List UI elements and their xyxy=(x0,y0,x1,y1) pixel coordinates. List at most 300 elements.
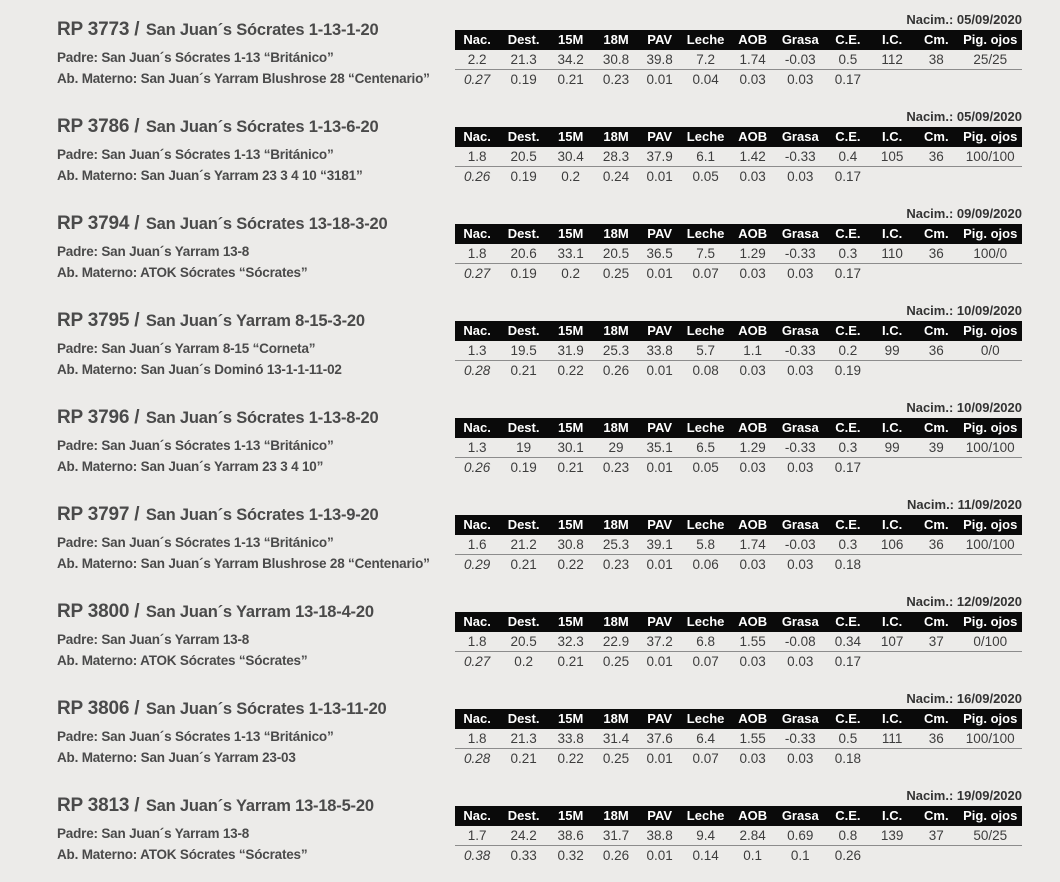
epd-column-header: Cm. xyxy=(914,709,958,729)
epd-accuracy-cell xyxy=(914,264,958,284)
epd-accuracy-cell: 0.19 xyxy=(510,169,537,184)
epd-accuracy-cell: 0.2 xyxy=(514,654,533,669)
epd-accuracy-cell xyxy=(958,846,1022,866)
epd-column-header: Nac. xyxy=(455,127,499,147)
record-rp-number: RP 3800 / xyxy=(57,601,140,622)
maternal-grandsire-line: Ab. Materno: ATOK Sócrates “Sócrates” xyxy=(57,847,308,862)
epd-accuracy-cell: 0.17 xyxy=(834,266,862,281)
epd-value-cell: 0.3 xyxy=(826,438,870,458)
epd-value-cell: 100/100 xyxy=(958,438,1022,458)
epd-accuracy-cell: 0.25 xyxy=(602,266,630,281)
maternal-grandsire-line: Ab. Materno: San Juan´s Dominó 13-1-1-11-02 xyxy=(57,362,342,377)
epd-value-cell: 105 xyxy=(870,147,914,167)
epd-accuracy-cell: 0.03 xyxy=(739,266,766,281)
epd-value-cell: 31.7 xyxy=(593,826,638,846)
epd-accuracy-cell xyxy=(870,555,914,575)
epd-column-header: Pig. ojos xyxy=(958,224,1022,244)
epd-column-header: Nac. xyxy=(455,418,499,438)
epd-value-cell: 36 xyxy=(914,729,958,749)
epd-value-cell: -0.03 xyxy=(775,50,826,70)
epd-accuracy-cell: 0.01 xyxy=(646,557,673,572)
epd-table xyxy=(455,321,1022,380)
epd-table-block xyxy=(455,691,1022,768)
epd-column-header: 15M xyxy=(548,418,593,438)
epd-column-header: Grasa xyxy=(775,709,826,729)
epd-value-cell: 112 xyxy=(870,50,914,70)
epd-value-cell: 99 xyxy=(870,341,914,361)
epd-column-header: C.E. xyxy=(826,418,870,438)
epd-accuracy-cell: 0.21 xyxy=(557,654,584,669)
epd-column-header: Dest. xyxy=(499,806,548,826)
epd-values-row xyxy=(455,535,1022,555)
epd-column-header: AOB xyxy=(731,224,775,244)
epd-value-cell: 22.9 xyxy=(593,632,638,652)
epd-table xyxy=(455,806,1022,865)
epd-column-header: AOB xyxy=(731,515,775,535)
epd-table-block xyxy=(455,400,1022,477)
record-animal-name: San Juan´s Sócrates 1-13-9-20 xyxy=(145,506,379,524)
epd-column-header: AOB xyxy=(731,127,775,147)
epd-accuracy-row xyxy=(455,361,1022,381)
epd-accuracy-cell xyxy=(914,749,958,769)
epd-value-cell: 0.4 xyxy=(826,147,870,167)
epd-value-cell: 21.2 xyxy=(499,535,548,555)
epd-table-block xyxy=(455,497,1022,574)
epd-column-header: Dest. xyxy=(499,418,548,438)
epd-value-cell: 100/100 xyxy=(958,729,1022,749)
epd-column-header: Dest. xyxy=(499,515,548,535)
epd-accuracy-cell xyxy=(914,361,958,381)
epd-value-cell: 30.4 xyxy=(548,147,593,167)
epd-table xyxy=(455,709,1022,768)
epd-value-cell: 36 xyxy=(914,341,958,361)
epd-accuracy-cell: 0.05 xyxy=(692,460,719,475)
epd-accuracy-cell: 0.03 xyxy=(787,557,814,572)
epd-column-header: Pig. ojos xyxy=(958,612,1022,632)
epd-value-cell: 19.5 xyxy=(499,341,548,361)
epd-accuracy-cell xyxy=(870,846,914,866)
sire-line: Padre: San Juan´s Sócrates 1-13 “Británico” xyxy=(57,729,334,744)
epd-column-header: AOB xyxy=(731,321,775,341)
epd-value-cell: 36 xyxy=(914,244,958,264)
epd-value-cell: 1.6 xyxy=(455,535,499,555)
epd-accuracy-cell: 0.03 xyxy=(787,169,814,184)
epd-column-header: Pig. ojos xyxy=(958,321,1022,341)
sire-line: Padre: San Juan´s Sócrates 1-13 “Británico” xyxy=(57,535,334,550)
epd-value-cell: 1.3 xyxy=(455,438,499,458)
epd-accuracy-cell: 0.19 xyxy=(510,72,537,87)
epd-column-header: Pig. ojos xyxy=(958,709,1022,729)
epd-value-cell: 0.34 xyxy=(826,632,870,652)
epd-accuracy-cell xyxy=(914,652,958,672)
record-title xyxy=(57,402,378,430)
epd-accuracy-cell xyxy=(914,70,958,90)
epd-value-cell: 39.8 xyxy=(639,50,681,70)
epd-accuracy-cell: 0.07 xyxy=(692,266,719,281)
birthdate-value: 09/09/2020 xyxy=(956,206,1022,221)
animal-record xyxy=(0,587,1060,684)
birthdate xyxy=(455,206,1022,221)
epd-column-header: PAV xyxy=(639,127,681,147)
epd-values-row xyxy=(455,729,1022,749)
epd-column-header: 15M xyxy=(548,30,593,50)
maternal-grandsire-line: Ab. Materno: San Juan´s Yarram Blushrose 28 “Centenario” xyxy=(57,71,430,86)
epd-column-header: PAV xyxy=(639,321,681,341)
epd-value-cell: 100/0 xyxy=(958,244,1022,264)
epd-column-header: Grasa xyxy=(775,612,826,632)
epd-header-row xyxy=(455,515,1022,535)
epd-accuracy-cell xyxy=(958,70,1022,90)
epd-values-row xyxy=(455,826,1022,846)
epd-value-cell: 1.55 xyxy=(731,729,775,749)
epd-column-header: Grasa xyxy=(775,418,826,438)
animal-record xyxy=(0,199,1060,296)
epd-column-header: 18M xyxy=(593,30,638,50)
epd-column-header: Leche xyxy=(681,418,731,438)
epd-value-cell: 25/25 xyxy=(958,50,1022,70)
epd-column-header: Nac. xyxy=(455,709,499,729)
epd-column-header: 18M xyxy=(593,515,638,535)
epd-accuracy-cell xyxy=(914,846,958,866)
epd-value-cell: 31.9 xyxy=(548,341,593,361)
epd-accuracy-row xyxy=(455,264,1022,284)
record-rp-number: RP 3813 / xyxy=(57,795,140,816)
animal-record xyxy=(0,5,1060,102)
epd-value-cell: 100/100 xyxy=(958,147,1022,167)
birthdate-label: Nacim.: xyxy=(907,497,955,512)
epd-accuracy-cell: 0.26 xyxy=(602,363,630,378)
epd-value-cell: 110 xyxy=(870,244,914,264)
epd-column-header: I.C. xyxy=(870,321,914,341)
epd-column-header: I.C. xyxy=(870,224,914,244)
epd-value-cell: 38.6 xyxy=(548,826,593,846)
record-rp-number: RP 3796 / xyxy=(57,407,140,428)
epd-column-header: Grasa xyxy=(775,321,826,341)
epd-accuracy-cell: 0.33 xyxy=(510,848,537,863)
maternal-grandsire-line: Ab. Materno: San Juan´s Yarram Blushrose 28 “Centenario” xyxy=(57,556,430,571)
epd-value-cell: 0.2 xyxy=(826,341,870,361)
epd-value-cell: 1.74 xyxy=(731,535,775,555)
birthdate xyxy=(455,109,1022,124)
epd-column-header: 15M xyxy=(548,709,593,729)
record-rp-number: RP 3795 / xyxy=(57,310,140,331)
epd-column-header: C.E. xyxy=(826,612,870,632)
epd-value-cell: 1.7 xyxy=(455,826,499,846)
epd-value-cell: 1.29 xyxy=(731,438,775,458)
epd-column-header: C.E. xyxy=(826,30,870,50)
epd-column-header: 18M xyxy=(593,321,638,341)
epd-accuracy-cell: 0.25 xyxy=(602,751,630,766)
epd-value-cell: 36.5 xyxy=(639,244,681,264)
animal-record xyxy=(0,684,1060,781)
epd-column-header: I.C. xyxy=(870,30,914,50)
epd-column-header: Nac. xyxy=(455,321,499,341)
epd-accuracy-cell xyxy=(958,652,1022,672)
epd-accuracy-cell: 0.25 xyxy=(602,654,630,669)
epd-value-cell: 5.8 xyxy=(681,535,731,555)
epd-accuracy-cell xyxy=(870,749,914,769)
epd-accuracy-cell: 0.38 xyxy=(463,848,491,863)
record-animal-name: San Juan´s Yarram 13-18-4-20 xyxy=(145,603,374,621)
epd-accuracy-cell: 0.21 xyxy=(557,460,584,475)
epd-value-cell: 0.5 xyxy=(826,729,870,749)
epd-value-cell: 20.5 xyxy=(593,244,638,264)
maternal-grandsire-line: Ab. Materno: San Juan´s Yarram 23 3 4 10 “3181” xyxy=(57,168,363,183)
birthdate-value: 10/09/2020 xyxy=(956,303,1022,318)
epd-accuracy-cell xyxy=(958,555,1022,575)
record-rp-number: RP 3794 / xyxy=(57,213,140,234)
epd-accuracy-cell: 0.01 xyxy=(646,460,673,475)
epd-column-header: Leche xyxy=(681,321,731,341)
epd-accuracy-cell: 0.01 xyxy=(646,363,673,378)
epd-value-cell: -0.33 xyxy=(775,341,826,361)
epd-accuracy-cell: 0.03 xyxy=(739,363,766,378)
epd-column-header: 15M xyxy=(548,224,593,244)
epd-accuracy-cell: 0.05 xyxy=(692,169,719,184)
epd-values-row xyxy=(455,50,1022,70)
epd-column-header: Grasa xyxy=(775,515,826,535)
epd-accuracy-cell: 0.18 xyxy=(834,557,862,572)
epd-column-header: Nac. xyxy=(455,806,499,826)
epd-accuracy-row xyxy=(455,458,1022,478)
epd-accuracy-cell: 0.03 xyxy=(739,751,766,766)
epd-value-cell: 106 xyxy=(870,535,914,555)
epd-accuracy-cell: 0.26 xyxy=(463,460,491,475)
epd-accuracy-row xyxy=(455,167,1022,187)
epd-column-header: PAV xyxy=(639,30,681,50)
epd-accuracy-row xyxy=(455,555,1022,575)
epd-table xyxy=(455,418,1022,477)
epd-value-cell: 1.8 xyxy=(455,244,499,264)
epd-values-row xyxy=(455,632,1022,652)
epd-value-cell: 99 xyxy=(870,438,914,458)
epd-accuracy-cell: 0.27 xyxy=(463,266,491,281)
epd-value-cell: 30.8 xyxy=(593,50,638,70)
epd-header-row xyxy=(455,127,1022,147)
epd-value-cell: 33.8 xyxy=(639,341,681,361)
epd-column-header: Dest. xyxy=(499,612,548,632)
birthdate xyxy=(455,497,1022,512)
epd-column-header: PAV xyxy=(639,515,681,535)
epd-values-row xyxy=(455,147,1022,167)
epd-value-cell: 39.1 xyxy=(639,535,681,555)
record-animal-name: San Juan´s Sócrates 1-13-6-20 xyxy=(145,118,379,136)
epd-value-cell: 36 xyxy=(914,535,958,555)
record-title xyxy=(57,693,387,721)
epd-column-header: AOB xyxy=(731,30,775,50)
record-title xyxy=(57,790,374,818)
epd-value-cell: 50/25 xyxy=(958,826,1022,846)
maternal-grandsire-line: Ab. Materno: San Juan´s Yarram 23-03 xyxy=(57,750,296,765)
epd-accuracy-row xyxy=(455,652,1022,672)
epd-table xyxy=(455,612,1022,671)
epd-value-cell: -0.33 xyxy=(775,729,826,749)
epd-accuracy-cell: 0.03 xyxy=(787,72,814,87)
epd-column-header: PAV xyxy=(639,806,681,826)
epd-header-row xyxy=(455,709,1022,729)
epd-value-cell: -0.33 xyxy=(775,244,826,264)
epd-value-cell: 0.8 xyxy=(826,826,870,846)
epd-accuracy-cell: 0.01 xyxy=(646,169,673,184)
epd-accuracy-cell xyxy=(870,70,914,90)
epd-accuracy-cell: 0.03 xyxy=(787,266,814,281)
epd-value-cell: -0.03 xyxy=(775,535,826,555)
epd-accuracy-cell: 0.07 xyxy=(692,654,719,669)
epd-accuracy-cell xyxy=(870,652,914,672)
epd-accuracy-cell xyxy=(958,749,1022,769)
epd-value-cell: 21.3 xyxy=(499,50,548,70)
epd-values-row xyxy=(455,438,1022,458)
epd-value-cell: 24.2 xyxy=(499,826,548,846)
epd-column-header: Pig. ojos xyxy=(958,515,1022,535)
epd-column-header: Cm. xyxy=(914,30,958,50)
epd-column-header: Grasa xyxy=(775,127,826,147)
epd-accuracy-cell xyxy=(870,361,914,381)
epd-value-cell: 1.8 xyxy=(455,729,499,749)
animal-record xyxy=(0,781,1060,878)
epd-value-cell: 37.6 xyxy=(639,729,681,749)
epd-value-cell: 139 xyxy=(870,826,914,846)
epd-accuracy-cell xyxy=(958,167,1022,187)
epd-accuracy-cell: 0.22 xyxy=(557,557,584,572)
epd-accuracy-cell: 0.03 xyxy=(787,751,814,766)
epd-value-cell: 111 xyxy=(870,729,914,749)
epd-accuracy-cell: 0.03 xyxy=(739,72,766,87)
epd-column-header: AOB xyxy=(731,709,775,729)
epd-accuracy-cell: 0.01 xyxy=(646,848,673,863)
epd-column-header: 18M xyxy=(593,806,638,826)
epd-column-header: 18M xyxy=(593,224,638,244)
sire-line: Padre: San Juan´s Sócrates 1-13 “Británico” xyxy=(57,147,334,162)
epd-accuracy-cell: 0.26 xyxy=(463,169,491,184)
epd-accuracy-cell: 0.1 xyxy=(790,848,810,863)
epd-value-cell: 34.2 xyxy=(548,50,593,70)
birthdate-label: Nacim.: xyxy=(906,303,954,318)
epd-accuracy-cell: 0.21 xyxy=(557,72,584,87)
epd-column-header: Grasa xyxy=(775,806,826,826)
epd-accuracy-cell xyxy=(870,167,914,187)
birthdate-label: Nacim.: xyxy=(906,691,954,706)
epd-table-block xyxy=(455,303,1022,380)
epd-column-header: Leche xyxy=(681,806,731,826)
epd-accuracy-cell: 0.03 xyxy=(787,654,814,669)
epd-accuracy-cell xyxy=(914,555,958,575)
epd-accuracy-cell: 0.21 xyxy=(510,557,537,572)
epd-value-cell: 28.3 xyxy=(593,147,638,167)
animal-record xyxy=(0,296,1060,393)
epd-column-header: C.E. xyxy=(826,709,870,729)
epd-accuracy-cell: 0.19 xyxy=(510,266,537,281)
epd-accuracy-cell: 0.01 xyxy=(646,72,673,87)
epd-value-cell: 0.69 xyxy=(775,826,826,846)
epd-value-cell: 37.9 xyxy=(639,147,681,167)
epd-column-header: 15M xyxy=(548,321,593,341)
record-rp-number: RP 3806 / xyxy=(57,698,140,719)
record-title xyxy=(57,14,378,42)
epd-value-cell: 6.4 xyxy=(681,729,731,749)
epd-value-cell: 21.3 xyxy=(499,729,548,749)
epd-header-row xyxy=(455,30,1022,50)
epd-header-row xyxy=(455,321,1022,341)
epd-accuracy-cell xyxy=(958,458,1022,478)
maternal-grandsire-line: Ab. Materno: ATOK Sócrates “Sócrates” xyxy=(57,653,308,668)
epd-accuracy-cell: 0.03 xyxy=(739,169,766,184)
epd-value-cell: 35.1 xyxy=(639,438,681,458)
epd-accuracy-cell: 0.01 xyxy=(646,654,673,669)
epd-column-header: PAV xyxy=(639,418,681,438)
epd-value-cell: 38 xyxy=(914,50,958,70)
epd-value-cell: 7.5 xyxy=(681,244,731,264)
birthdate xyxy=(455,691,1022,706)
epd-column-header: AOB xyxy=(731,612,775,632)
epd-value-cell: 100/100 xyxy=(958,535,1022,555)
birthdate xyxy=(455,788,1022,803)
epd-accuracy-cell: 0.2 xyxy=(561,169,581,184)
epd-column-header: PAV xyxy=(639,709,681,729)
record-rp-number: RP 3797 / xyxy=(57,504,140,525)
epd-accuracy-cell: 0.06 xyxy=(692,557,719,572)
epd-value-cell: 33.1 xyxy=(548,244,593,264)
birthdate-value: 05/09/2020 xyxy=(956,109,1022,124)
epd-value-cell: 0.5 xyxy=(826,50,870,70)
epd-accuracy-cell: 0.32 xyxy=(557,848,584,863)
epd-accuracy-cell: 0.19 xyxy=(834,363,862,378)
epd-accuracy-cell: 0.07 xyxy=(692,751,719,766)
epd-column-header: C.E. xyxy=(826,224,870,244)
epd-accuracy-row xyxy=(455,70,1022,90)
epd-value-cell: 6.8 xyxy=(681,632,731,652)
record-title xyxy=(57,499,378,527)
epd-value-cell: 1.1 xyxy=(731,341,775,361)
birthdate-value: 10/09/2020 xyxy=(956,400,1022,415)
epd-accuracy-cell: 0.23 xyxy=(602,557,630,572)
animal-record xyxy=(0,393,1060,490)
epd-column-header: 18M xyxy=(593,418,638,438)
epd-column-header: I.C. xyxy=(870,709,914,729)
epd-column-header: C.E. xyxy=(826,127,870,147)
epd-table xyxy=(455,127,1022,186)
epd-accuracy-cell: 0.17 xyxy=(834,460,862,475)
epd-accuracy-cell: 0.01 xyxy=(646,751,673,766)
epd-value-cell: 7.2 xyxy=(681,50,731,70)
epd-value-cell: 1.55 xyxy=(731,632,775,652)
record-animal-name: San Juan´s Yarram 13-18-5-20 xyxy=(145,797,374,815)
epd-header-row xyxy=(455,224,1022,244)
sire-line: Padre: San Juan´s Yarram 8-15 “Corneta” xyxy=(57,341,316,356)
epd-accuracy-cell: 0.2 xyxy=(561,266,581,281)
epd-column-header: Cm. xyxy=(914,515,958,535)
epd-column-header: 15M xyxy=(548,127,593,147)
birthdate-value: 11/09/2020 xyxy=(957,497,1022,512)
epd-value-cell: 6.5 xyxy=(681,438,731,458)
epd-column-header: Cm. xyxy=(914,224,958,244)
epd-column-header: Pig. ojos xyxy=(958,418,1022,438)
epd-accuracy-cell: 0.21 xyxy=(510,363,537,378)
epd-column-header: 18M xyxy=(593,709,638,729)
epd-accuracy-cell: 0.24 xyxy=(602,169,630,184)
epd-column-header: Cm. xyxy=(914,127,958,147)
epd-column-header: PAV xyxy=(639,224,681,244)
epd-value-cell: 37 xyxy=(914,632,958,652)
epd-column-header: 15M xyxy=(548,806,593,826)
epd-accuracy-cell: 0.03 xyxy=(739,557,766,572)
epd-value-cell: 0/100 xyxy=(958,632,1022,652)
epd-accuracy-cell xyxy=(870,264,914,284)
epd-column-header: I.C. xyxy=(870,418,914,438)
sire-line: Padre: San Juan´s Sócrates 1-13 “Británico” xyxy=(57,438,334,453)
epd-accuracy-cell xyxy=(914,167,958,187)
epd-accuracy-row xyxy=(455,749,1022,769)
